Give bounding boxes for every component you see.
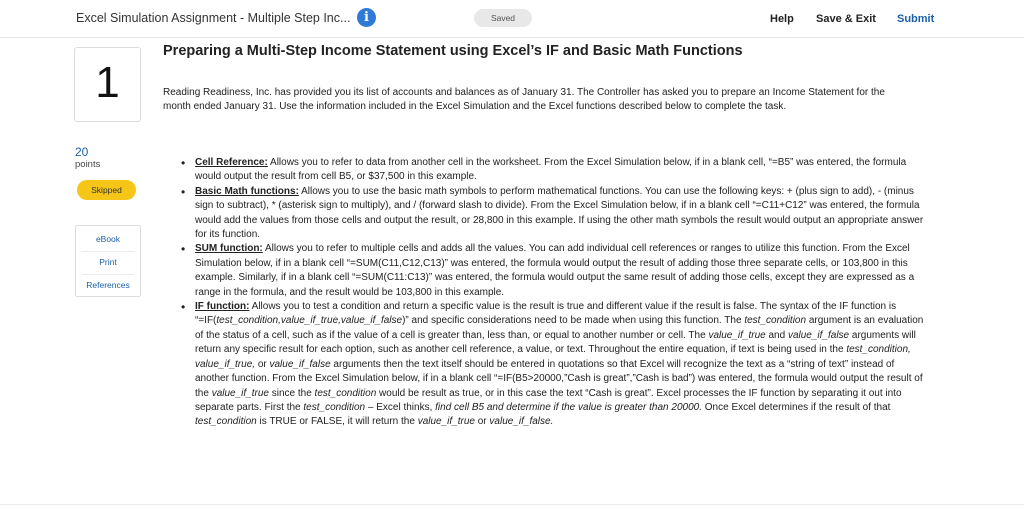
- intro-paragraph: Reading Readiness, Inc. has provided you its list of accounts and balances as of January 31. The Controller has asked you to prepare an Income Statement for the month ended January 31. Use the information included in the Excel Simulation and the Excel functions described below to complete the task.: [163, 87, 885, 113]
- if-text: or: [474, 416, 490, 428]
- if-text: arguments will return any specific result for each option, such as another cell reference, a value, or text. Throughout the entire equation, if text is being used in the: [195, 329, 916, 356]
- ebook-link[interactable]: eBook: [95, 234, 121, 244]
- submit-button[interactable]: Submit: [897, 13, 935, 25]
- if-text: is TRUE or FALSE, it will return the: [256, 416, 418, 428]
- if-text: find cell B5 and determine if the value is greater than 20000.: [435, 401, 702, 413]
- cell-reference-text: Allows you to refer to data from another cell in the worksheet. From the Excel Simulation below, if in a blank cell, “=B5” was entered, the formula would output the result from cell B5, or $37,500 in this example.: [195, 157, 907, 183]
- points-value: 20: [75, 145, 89, 159]
- if-text: test_condition,value_if_true,value_if_false: [216, 315, 403, 327]
- if-text: test_condition: [744, 315, 807, 327]
- saved-status-badge: Saved: [474, 9, 532, 27]
- if-text: value_if_false: [269, 358, 331, 370]
- if-text: and: [765, 329, 788, 341]
- help-button[interactable]: Help: [770, 13, 794, 25]
- if-text: Allows you to test a condition and return a specific value is the result is true and different value if the result is false. The syntax of the IF function is “=IF(: [195, 301, 897, 327]
- function-list: [180, 156, 925, 430]
- top-bar: [0, 0, 1024, 38]
- list-item-sum-function: [180, 242, 925, 300]
- question-tools: [75, 225, 141, 297]
- question-heading: Preparing a Multi-Step Income Statement using Excel’s IF and Basic Math Functions: [163, 43, 743, 59]
- list-item-basic-math: [180, 185, 925, 243]
- print-link[interactable]: Print: [99, 257, 117, 267]
- if-text: value_if_true: [417, 416, 475, 428]
- question-number: 1: [95, 58, 120, 107]
- term-sum-function: SUM function:: [195, 243, 263, 255]
- if-text: test_condition: [314, 387, 377, 399]
- list-item-cell-reference: [180, 156, 925, 185]
- if-text: or: [255, 358, 270, 370]
- if-text: value_if_false.: [489, 416, 554, 428]
- basic-math-text: Allows you to use the basic math symbols to perform mathematical functions. You can use the following keys: + (plus sign to add), - (minus sign to subtract), * (asterisk sign to multiply), and / (forward slash to divide). From the Excel Simulation below, if in a blank cell “=C11+C12” was entered, the formula would add the values from those cells and output the result, or 28,800 in this example. If using the other math symbols the result would output an appropriate answer for its function.: [195, 185, 924, 241]
- if-text: value_if_false: [787, 329, 850, 341]
- tools-divider: [82, 251, 134, 252]
- if-text: test_condition: [195, 416, 257, 428]
- bottom-divider: [0, 504, 1024, 505]
- skipped-badge: Skipped: [77, 180, 136, 200]
- term-if-function: IF function:: [195, 301, 250, 313]
- assignment-title: Excel Simulation Assignment - Multiple Step Inc...: [76, 11, 351, 25]
- if-text: Once Excel determines if the result of that: [701, 401, 891, 413]
- save-exit-button[interactable]: Save & Exit: [816, 13, 876, 25]
- points-label: points: [75, 159, 101, 170]
- list-item-if-function: [180, 300, 925, 430]
- if-text: test_condition, value_if_true,: [195, 344, 911, 370]
- if-text: would be result as true, or in this case the text “Cash is great”. Excel processes the IF function by separating it out into separate parts. First the: [195, 387, 902, 413]
- term-basic-math: Basic Math functions:: [195, 185, 299, 197]
- info-icon[interactable]: i: [357, 8, 376, 27]
- if-text: argument is an evaluation of the status of a cell, such as if the value of a cell is greater than, less than, or equal to another number or cell. The: [195, 315, 924, 341]
- if-text: )” and specific considerations need to be made when using this function. The: [402, 315, 745, 327]
- term-cell-reference: Cell Reference:: [195, 157, 268, 168]
- sum-function-text: Allows you to refer to multiple cells and adds all the values. You can add individual cell references or ranges to utilize this function. From the Excel Simulation below, if in a blank cell “=SUM(C11,C12,C13)” was entered, the formula would output the result of adding those three separate cells, or 103,800 in this example. Similarly, if in a blank cell “=SUM(C11:C13)” was entered, the formula would output the same result of adding those cells, except they are expressed as a range in the formula, and the result would be 103,800 in this example.: [195, 243, 915, 298]
- if-text: test_condition: [303, 401, 366, 413]
- if-text: arguments then the text itself should be entered in quotations so that Excel will recognize the text as a “string of text” instead of another function. From the Excel Simulation below, if in a blank cell “=IF(B5>20000,”Cash is great”,”Cash is bad”) was entered, the formula would output the result of the: [195, 358, 923, 399]
- references-link[interactable]: References: [86, 280, 130, 290]
- if-text: value_if_true: [211, 387, 269, 399]
- tools-divider: [82, 274, 134, 275]
- question-number-box: [74, 47, 141, 122]
- if-text: – Excel thinks,: [365, 401, 436, 413]
- if-text: since the: [268, 387, 315, 399]
- if-text: value_if_true: [708, 329, 766, 341]
